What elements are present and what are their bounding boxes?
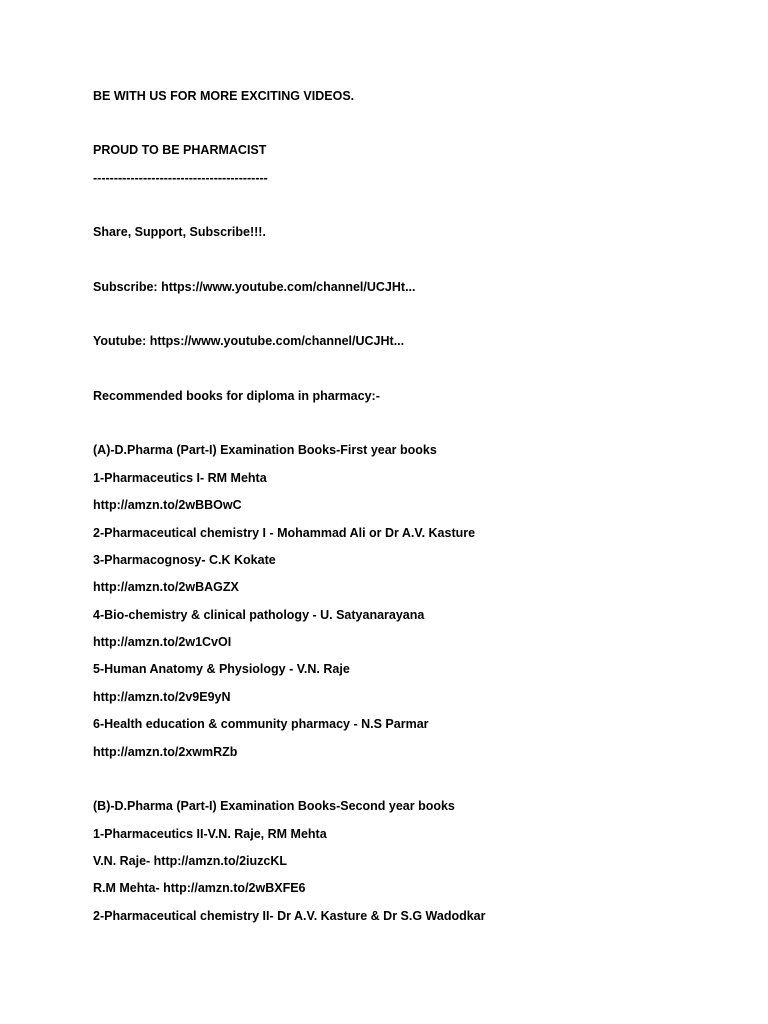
first-year-line: 5-Human Anatomy & Physiology - V.N. Raje xyxy=(93,662,350,676)
first-year-heading: (A)-D.Pharma (Part-I) Examination Books-First year books xyxy=(93,443,437,457)
subscribe-line: Subscribe: https://www.youtube.com/channel/UCJHt... xyxy=(93,280,416,294)
first-year-line: http://amzn.to/2wBAGZX xyxy=(93,580,239,594)
first-year-line: 3-Pharmacognosy- C.K Kokate xyxy=(93,553,276,567)
first-year-line: 6-Health education & community pharmacy - N.S Parmar xyxy=(93,717,429,731)
first-year-line: 1-Pharmaceutics I- RM Mehta xyxy=(93,471,267,485)
recommended-heading: Recommended books for diploma in pharmacy:- xyxy=(93,389,380,403)
intro-line-2: PROUD TO BE PHARMACIST xyxy=(93,143,267,157)
first-year-line: 2-Pharmaceutical chemistry I - Mohammad Ali or Dr A.V. Kasture xyxy=(93,526,476,540)
first-year-line: http://amzn.to/2w1CvOI xyxy=(93,635,232,649)
second-year-heading: (B)-D.Pharma (Part-I) Examination Books-Second year books xyxy=(93,799,455,813)
youtube-line: Youtube: https://www.youtube.com/channel/UCJHt... xyxy=(93,334,405,348)
second-year-line: 1-Pharmaceutics II-V.N. Raje, RM Mehta xyxy=(93,827,327,841)
second-year-line: V.N. Raje- http://amzn.to/2iuzcKL xyxy=(93,854,288,868)
share-line: Share, Support, Subscribe!!!. xyxy=(93,225,266,239)
second-year-line: R.M Mehta- http://amzn.to/2wBXFE6 xyxy=(93,881,306,895)
intro-line-1: BE WITH US FOR MORE EXCITING VIDEOS. xyxy=(93,89,355,103)
first-year-line: http://amzn.to/2v9E9yN xyxy=(93,690,231,704)
first-year-line: 4-Bio-chemistry & clinical pathology - U. Satyanarayana xyxy=(93,608,425,622)
first-year-line: http://amzn.to/2xwmRZb xyxy=(93,745,238,759)
divider-line: ------------------------------------------ xyxy=(93,171,268,185)
first-year-line: http://amzn.to/2wBBOwC xyxy=(93,498,242,512)
second-year-line: 2-Pharmaceutical chemistry II- Dr A.V. Kasture & Dr S.G Wadodkar xyxy=(93,909,486,923)
